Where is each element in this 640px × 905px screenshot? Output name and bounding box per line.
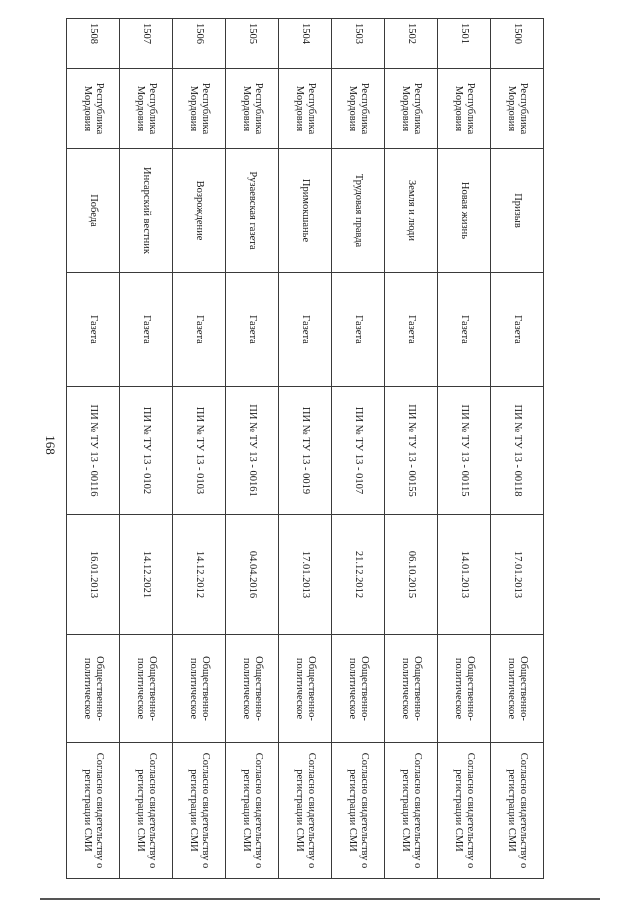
- region-cell: Республика Мордовия: [226, 69, 279, 149]
- date-cell: 06.10.2015: [385, 515, 438, 635]
- media-registry-table-rotated: [66, 18, 544, 878]
- type-cell: Газета: [120, 273, 173, 387]
- table-row: [279, 19, 332, 879]
- date-cell: 14.01.2013: [438, 515, 491, 635]
- region-cell: Республика Мордовия: [332, 69, 385, 149]
- note-cell: Согласно свидетельству о регистрации СМИ: [438, 743, 491, 879]
- note-cell: Согласно свидетельству о регистрации СМИ: [491, 743, 544, 879]
- table-row: [491, 19, 544, 879]
- type-cell: Газета: [438, 273, 491, 387]
- type-cell: Газета: [385, 273, 438, 387]
- type-cell: Газета: [226, 273, 279, 387]
- type-cell: Газета: [67, 273, 120, 387]
- topic-cell: Общественно-политическое: [226, 635, 279, 743]
- row-number: 1506: [173, 19, 226, 69]
- note-cell: Согласно свидетельству о регистрации СМИ: [332, 743, 385, 879]
- note-cell: Согласно свидетельству о регистрации СМИ: [67, 743, 120, 879]
- region-cell: Республика Мордовия: [385, 69, 438, 149]
- date-cell: 04.04.2016: [226, 515, 279, 635]
- row-number: 1508: [67, 19, 120, 69]
- registration-cell: ПИ № ТУ 13 - 00155: [385, 387, 438, 515]
- table-row: [226, 19, 279, 879]
- row-number: 1503: [332, 19, 385, 69]
- date-cell: 17.01.2013: [279, 515, 332, 635]
- topic-cell: Общественно-политическое: [491, 635, 544, 743]
- topic-cell: Общественно-политическое: [120, 635, 173, 743]
- title-cell: Рузаевская газета: [226, 149, 279, 273]
- title-cell: Примокшанье: [279, 149, 332, 273]
- date-cell: 14.12.2021: [120, 515, 173, 635]
- registration-cell: ПИ № ТУ 13 - 0107: [332, 387, 385, 515]
- note-cell: Согласно свидетельству о регистрации СМИ: [226, 743, 279, 879]
- topic-cell: Общественно-политическое: [438, 635, 491, 743]
- topic-cell: Общественно-политическое: [173, 635, 226, 743]
- registration-cell: ПИ № ТУ 13 - 00116: [67, 387, 120, 515]
- table-row: [67, 19, 120, 879]
- type-cell: Газета: [173, 273, 226, 387]
- type-cell: Газета: [279, 273, 332, 387]
- registration-cell: ПИ № ТУ 13 - 0019: [279, 387, 332, 515]
- date-cell: 14.12.2012: [173, 515, 226, 635]
- registration-cell: ПИ № ТУ 13 - 00118: [491, 387, 544, 515]
- registration-cell: ПИ № ТУ 13 - 00115: [438, 387, 491, 515]
- table-row: [332, 19, 385, 879]
- region-cell: Республика Мордовия: [67, 69, 120, 149]
- note-cell: Согласно свидетельству о регистрации СМИ: [279, 743, 332, 879]
- table-row: [385, 19, 438, 879]
- note-cell: Согласно свидетельству о регистрации СМИ: [385, 743, 438, 879]
- title-cell: Новая жизнь: [438, 149, 491, 273]
- row-number: 1505: [226, 19, 279, 69]
- topic-cell: Общественно-политическое: [385, 635, 438, 743]
- registration-cell: ПИ № ТУ 13 - 00161: [226, 387, 279, 515]
- row-number: 1501: [438, 19, 491, 69]
- date-cell: 16.01.2013: [67, 515, 120, 635]
- title-cell: Победа: [67, 149, 120, 273]
- row-number: 1500: [491, 19, 544, 69]
- page-number: 168: [43, 435, 58, 455]
- registration-cell: ПИ № ТУ 13 - 0102: [120, 387, 173, 515]
- topic-cell: Общественно-политическое: [332, 635, 385, 743]
- note-cell: Согласно свидетельству о регистрации СМИ: [173, 743, 226, 879]
- note-cell: Согласно свидетельству о регистрации СМИ: [120, 743, 173, 879]
- table-row: [120, 19, 173, 879]
- region-cell: Республика Мордовия: [491, 69, 544, 149]
- media-registry-table: [66, 18, 544, 879]
- title-cell: Трудовая правда: [332, 149, 385, 273]
- row-number: 1504: [279, 19, 332, 69]
- date-cell: 21.12.2012: [332, 515, 385, 635]
- date-cell: 17.01.2013: [491, 515, 544, 635]
- title-cell: Возрождение: [173, 149, 226, 273]
- type-cell: Газета: [491, 273, 544, 387]
- table-body: [67, 19, 544, 879]
- region-cell: Республика Мордовия: [279, 69, 332, 149]
- row-number: 1507: [120, 19, 173, 69]
- title-cell: Призыв: [491, 149, 544, 273]
- topic-cell: Общественно-политическое: [279, 635, 332, 743]
- page-bottom-edge: [40, 898, 600, 900]
- registration-cell: ПИ № ТУ 13 - 0103: [173, 387, 226, 515]
- region-cell: Республика Мордовия: [173, 69, 226, 149]
- table-row: [173, 19, 226, 879]
- table-row: [438, 19, 491, 879]
- type-cell: Газета: [332, 273, 385, 387]
- row-number: 1502: [385, 19, 438, 69]
- region-cell: Республика Мордовия: [120, 69, 173, 149]
- region-cell: Республика Мордовия: [438, 69, 491, 149]
- title-cell: Инсарский вестник: [120, 149, 173, 273]
- topic-cell: Общественно-политическое: [67, 635, 120, 743]
- title-cell: Земля и люди: [385, 149, 438, 273]
